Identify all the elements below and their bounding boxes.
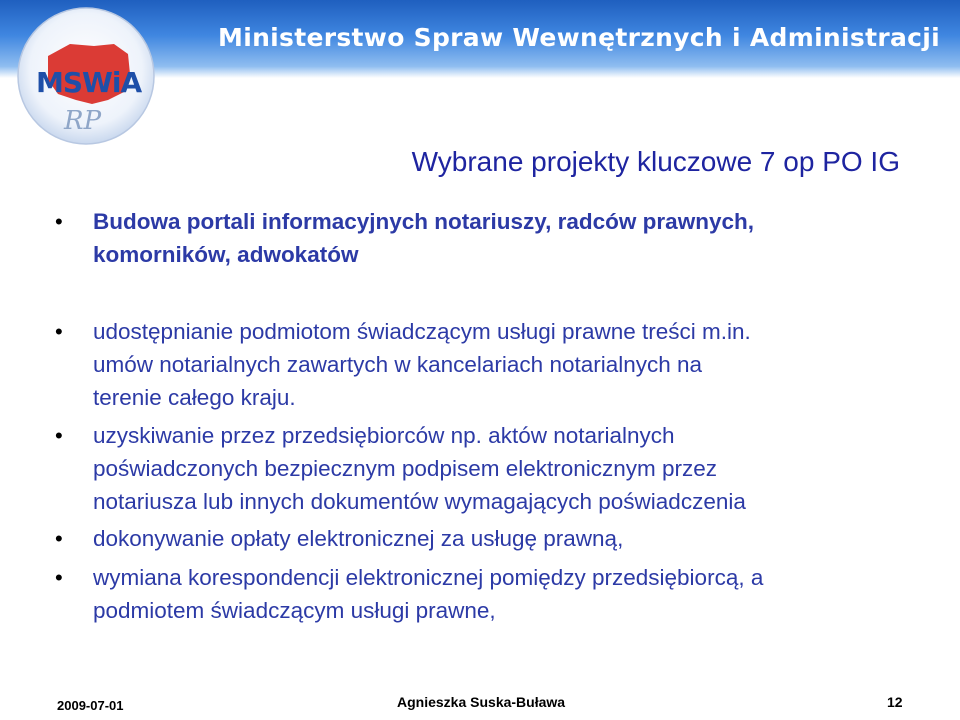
bullet-dot-icon: • (55, 423, 63, 448)
bullet-line: komorników, adwokatów (93, 242, 359, 267)
bullet-line: dokonywanie opłaty elektronicznej za usługę prawną, (93, 526, 624, 551)
footer-date: 2009-07-01 (57, 698, 124, 713)
mswia-logo (12, 4, 162, 154)
bullet-line: Budowa portali informacyjnych notariuszy, radców prawnych, (93, 209, 754, 234)
logo-subtext: RP (64, 106, 102, 136)
logo-text: MSWiA (36, 66, 142, 99)
footer-author: Agnieszka Suska-Buława (397, 694, 566, 710)
bullet-line: notariusza lub innych dokumentów wymagających poświadczenia (93, 489, 746, 514)
bullet-dot-icon: • (55, 526, 63, 551)
bullet-line: podmiotem świadczącym usługi prawne, (93, 598, 496, 623)
bullet-dot-icon: • (55, 565, 63, 590)
bullet-dot-icon: • (55, 319, 63, 344)
page-number: 12 (887, 694, 903, 710)
bullet-line: umów notarialnych zawartych w kancelariach notarialnych na (93, 352, 703, 377)
slide-title: Wybrane projekty kluczowe 7 op PO IG (411, 146, 900, 177)
bullet-line: poświadczonych bezpiecznym podpisem elektronicznym przez (93, 456, 718, 481)
bullet-line: udostępnianie podmiotom świadczącym usługi prawne treści m.in. (93, 319, 751, 344)
ministry-title: Ministerstwo Spraw Wewnętrznych i Administracji (218, 23, 940, 52)
bullet-line: terenie całego kraju. (93, 385, 296, 410)
bullet-line: uzyskiwanie przez przedsiębiorców np. aktów notarialnych (93, 423, 675, 448)
bullet-line: wymiana korespondencji elektronicznej pomiędzy przedsiębiorcą, a (93, 565, 764, 590)
bullet-dot-icon: • (55, 209, 63, 234)
